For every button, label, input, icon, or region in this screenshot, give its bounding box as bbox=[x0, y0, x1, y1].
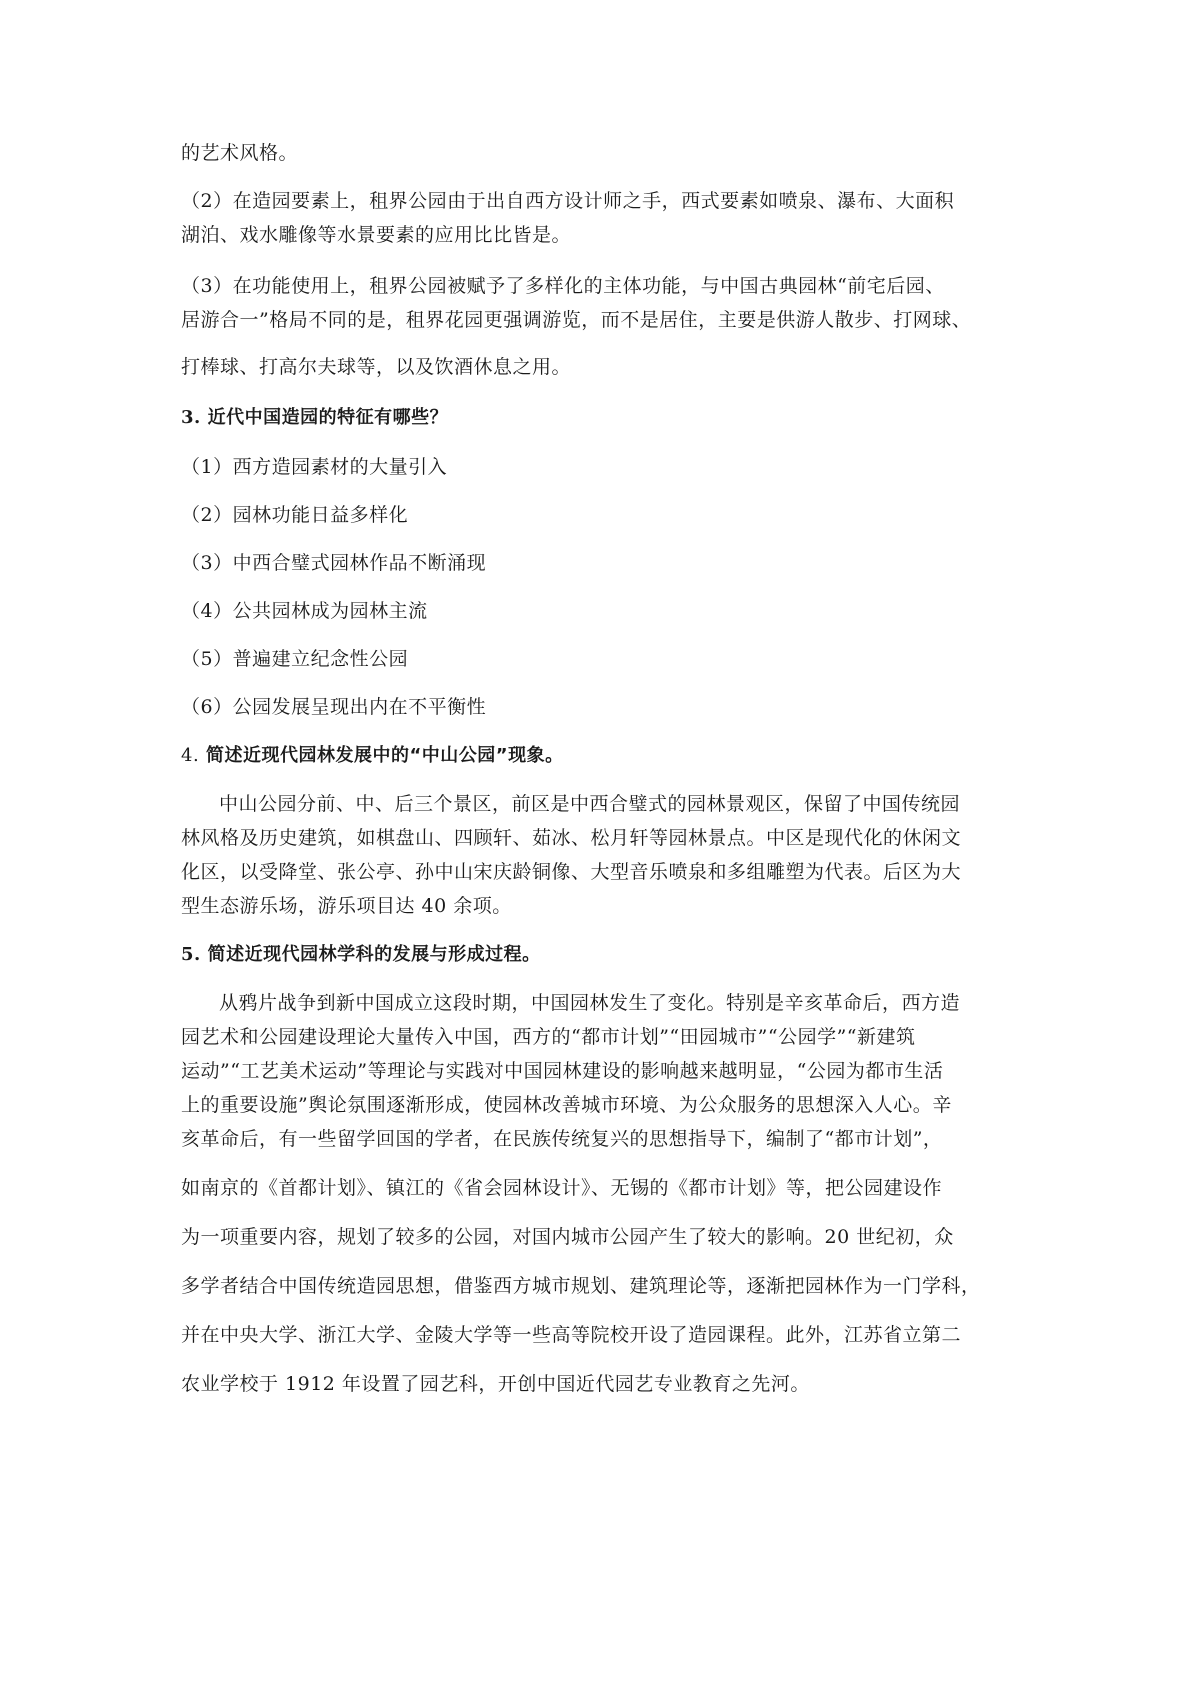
paragraph-line: 上的重要设施”舆论氛围逐渐形成，使园林改善城市环境、为公众服务的思想深入人心。辛 bbox=[181, 1094, 952, 1116]
paragraph-line: 为一项重要内容，规划了较多的公园，对国内城市公园产生了较大的影响。20 世纪初，众 bbox=[181, 1226, 954, 1248]
paragraph-line: 林风格及历史建筑，如棋盘山、四顾轩、茹冰、松月轩等园林景点。中区是现代化的休闲文 bbox=[181, 827, 962, 849]
paragraph-line: 打棒球、打高尔夫球等，以及饮酒休息之用。 bbox=[181, 356, 572, 378]
paragraph-line: 居游合一”格局不同的是，租界花园更强调游览，而不是居住，主要是供游人散步、打网球、 bbox=[181, 309, 972, 331]
paragraph-line: 农业学校于 1912 年设置了园艺科，开创中国近代园艺专业教育之先河。 bbox=[181, 1373, 810, 1395]
paragraph-line: 型生态游乐场，游乐项目达 40 余项。 bbox=[181, 895, 512, 917]
paragraph-line: （2）在造园要素上，租界公园由于出自西方设计师之手，西式要素如喷泉、瀑布、大面积 bbox=[181, 190, 955, 212]
paragraph-line: 运动”“工艺美术运动”等理论与实践对中国园林建设的影响越来越明显，“公园为都市生活 bbox=[181, 1060, 944, 1082]
paragraph-line: 园艺术和公园建设理论大量传入中国，西方的“都市计划”“田园城市”“公园学”“新建筑 bbox=[181, 1026, 916, 1048]
paragraph-line: 如南京的《首都计划》、镇江的《省会园林设计》、无锡的《都市计划》等，把公园建设作 bbox=[181, 1177, 943, 1199]
question-number: 4. bbox=[181, 745, 200, 766]
question-3-heading bbox=[181, 405, 448, 431]
question-number: 5. bbox=[181, 944, 201, 965]
paragraph-line: 并在中央大学、浙江大学、金陵大学等一些高等院校开设了造园课程。此外，江苏省立第二 bbox=[181, 1324, 962, 1346]
list-item: （4）公共园林成为园林主流 bbox=[181, 600, 428, 622]
paragraph-line: 中山公园分前、中、后三个景区，前区是中西合璧式的园林景观区，保留了中国传统园 bbox=[219, 793, 961, 815]
paragraph-line: 湖泊、戏水雕像等水景要素的应用比比皆是。 bbox=[181, 224, 572, 246]
paragraph-line: （3）在功能使用上，租界公园被赋予了多样化的主体功能，与中国古典园林“前宅后园、 bbox=[181, 275, 945, 297]
paragraph-line: 多学者结合中国传统造园思想，借鉴西方城市规划、建筑理论等，逐渐把园林作为一门学科， bbox=[181, 1275, 981, 1297]
question-4-heading bbox=[181, 743, 564, 769]
list-item: （3）中西合璧式园林作品不断涌现 bbox=[181, 552, 487, 574]
question-title: 简述近现代园林学科的发展与形成过程。 bbox=[207, 944, 541, 965]
list-item: （5）普遍建立纪念性公园 bbox=[181, 648, 409, 670]
paragraph-line: 的艺术风格。 bbox=[181, 142, 299, 164]
question-title: 近代中国造园的特征有哪些？ bbox=[207, 407, 449, 428]
list-item: （2）园林功能日益多样化 bbox=[181, 504, 409, 526]
list-item: （6）公园发展呈现出内在不平衡性 bbox=[181, 696, 487, 718]
question-title: 简述近现代园林发展中的“中山公园”现象。 bbox=[205, 745, 564, 766]
list-item: （1）西方造园素材的大量引入 bbox=[181, 456, 448, 478]
paragraph-line: 亥革命后，有一些留学回国的学者，在民族传统复兴的思想指导下，编制了“都市计划”， bbox=[181, 1128, 943, 1150]
paragraph-line: 从鸦片战争到新中国成立这段时期，中国园林发生了变化。特别是辛亥革命后，西方造 bbox=[219, 992, 961, 1014]
paragraph-line: 化区，以受降堂、张公亭、孙中山宋庆龄铜像、大型音乐喷泉和多组雕塑为代表。后区为大 bbox=[181, 861, 962, 883]
question-5-heading bbox=[181, 942, 541, 968]
question-number: 3. bbox=[181, 407, 201, 428]
